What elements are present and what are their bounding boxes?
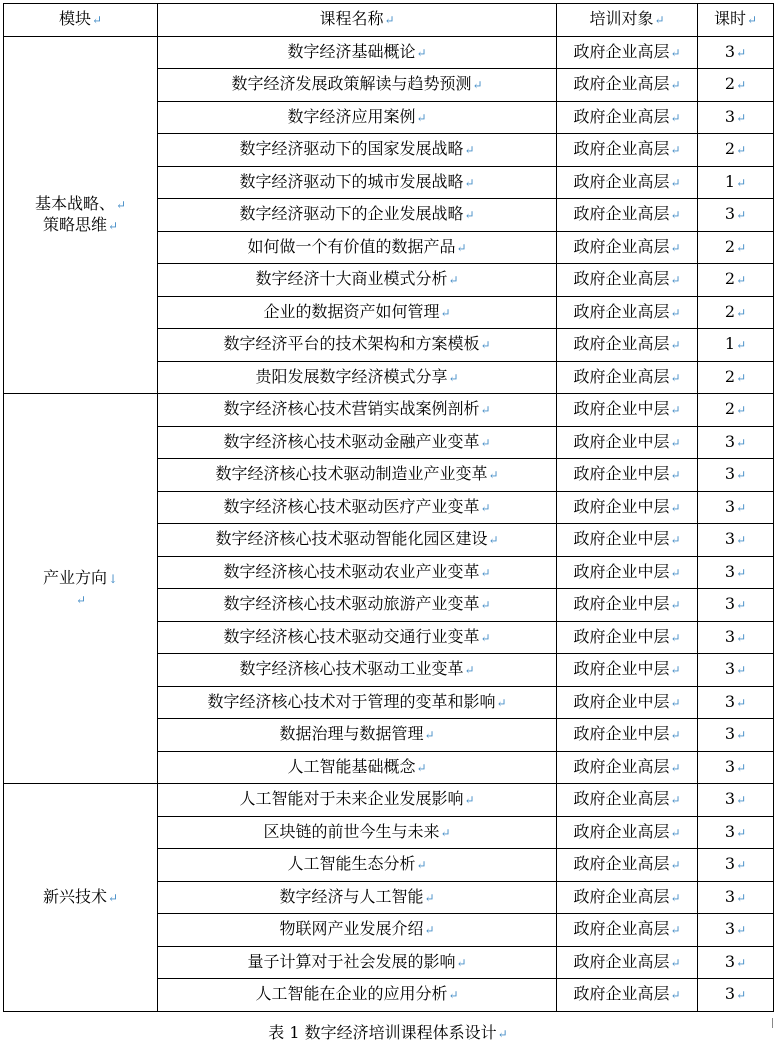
hours-cell: 3↵ (698, 199, 774, 232)
target-cell: 政府企业中层↵ (557, 621, 698, 654)
hours-cell: 3↵ (698, 621, 774, 654)
course-table (3, 3, 774, 1012)
course-cell: 企业的数据资产如何管理↵ (158, 296, 557, 329)
target-cell: 政府企业高层↵ (557, 751, 698, 784)
course-cell: 数字经济基础概论↵ (158, 36, 557, 69)
target-cell: 政府企业高层↵ (557, 69, 698, 102)
hours-cell: 3↵ (698, 849, 774, 882)
target-cell: 政府企业高层↵ (557, 231, 698, 264)
course-cell: 量子计算对于社会发展的影响↵ (158, 946, 557, 979)
target-cell: 政府企业中层↵ (557, 426, 698, 459)
course-cell: 数字经济发展政策解读与趋势预测↵ (158, 69, 557, 102)
course-cell: 数字经济核心技术驱动农业产业变革↵ (158, 556, 557, 589)
course-cell: 数字经济驱动下的国家发展战略↵ (158, 134, 557, 167)
hours-cell: 3↵ (698, 524, 774, 557)
course-cell: 数字经济驱动下的城市发展战略↵ (158, 166, 557, 199)
hours-cell: 2↵ (698, 264, 774, 297)
hours-cell: 3↵ (698, 719, 774, 752)
course-cell: 数字经济核心技术驱动交通行业变革↵ (158, 621, 557, 654)
course-cell: 人工智能基础概念↵ (158, 751, 557, 784)
target-cell: 政府企业高层↵ (557, 979, 698, 1012)
header-row (4, 4, 774, 37)
course-cell: 数字经济核心技术对于管理的变革和影响↵ (158, 686, 557, 719)
hours-cell: 3↵ (698, 686, 774, 719)
hours-cell: 3↵ (698, 654, 774, 687)
course-cell: 数字经济核心技术驱动医疗产业变革↵ (158, 491, 557, 524)
module-label-line: ↵ (75, 592, 87, 607)
course-cell: 数字经济与人工智能↵ (158, 881, 557, 914)
course-cell: 数字经济应用案例↵ (158, 101, 557, 134)
header-target: 培训对象↵ (557, 4, 698, 37)
hours-cell: 3↵ (698, 589, 774, 622)
target-cell: 政府企业高层↵ (557, 784, 698, 817)
course-cell: 数字经济十大商业模式分析↵ (158, 264, 557, 297)
table-row (4, 784, 774, 817)
target-cell: 政府企业高层↵ (557, 36, 698, 69)
target-cell: 政府企业高层↵ (557, 361, 698, 394)
target-cell: 政府企业中层↵ (557, 394, 698, 427)
hours-cell: 3↵ (698, 101, 774, 134)
target-cell: 政府企业中层↵ (557, 654, 698, 687)
target-cell: 政府企业高层↵ (557, 329, 698, 362)
target-cell: 政府企业中层↵ (557, 524, 698, 557)
target-cell: 政府企业中层↵ (557, 719, 698, 752)
course-cell: 物联网产业发展介绍↵ (158, 914, 557, 947)
hours-cell: 3↵ (698, 946, 774, 979)
course-cell: 数字经济驱动下的企业发展战略↵ (158, 199, 557, 232)
hours-cell: 1↵ (698, 329, 774, 362)
hours-cell: 2↵ (698, 134, 774, 167)
module-cell (4, 36, 158, 394)
target-cell: 政府企业中层↵ (557, 686, 698, 719)
course-cell: 数据治理与数据管理↵ (158, 719, 557, 752)
module-label-line: 新兴技术↵ (42, 886, 119, 906)
hours-cell: 3↵ (698, 979, 774, 1012)
module-label-line: 产业方向↓ (42, 567, 119, 587)
course-cell: 人工智能在企业的应用分析↵ (158, 979, 557, 1012)
hours-cell: 3↵ (698, 556, 774, 589)
target-cell: 政府企业高层↵ (557, 134, 698, 167)
hours-cell: 2↵ (698, 231, 774, 264)
course-cell: 人工智能对于未来企业发展影响↵ (158, 784, 557, 817)
course-cell: 数字经济核心技术驱动旅游产业变革↵ (158, 589, 557, 622)
hours-cell: 1↵ (698, 166, 774, 199)
table-caption: 表 1 数字经济培训课程体系设计↵ (268, 1023, 508, 1042)
target-cell: 政府企业高层↵ (557, 816, 698, 849)
hours-cell: 3↵ (698, 491, 774, 524)
hours-cell: 2↵ (698, 69, 774, 102)
course-cell: 数字经济平台的技术架构和方案模板↵ (158, 329, 557, 362)
module-cell (4, 784, 158, 1012)
course-cell: 数字经济核心技术驱动制造业产业变革↵ (158, 459, 557, 492)
hours-cell: 2↵ (698, 394, 774, 427)
target-cell: 政府企业高层↵ (557, 199, 698, 232)
hours-cell: 2↵ (698, 361, 774, 394)
table-row (4, 36, 774, 69)
hours-cell: 3↵ (698, 426, 774, 459)
course-table-body (4, 4, 774, 1012)
course-cell: 数字经济核心技术驱动工业变革↵ (158, 654, 557, 687)
module-label-line: 策略思维↵ (42, 214, 119, 234)
course-cell: 人工智能生态分析↵ (158, 849, 557, 882)
target-cell: 政府企业高层↵ (557, 881, 698, 914)
target-cell: 政府企业高层↵ (557, 101, 698, 134)
hours-cell: 3↵ (698, 784, 774, 817)
page-edge-marker (772, 1018, 773, 1028)
target-cell: 政府企业高层↵ (557, 946, 698, 979)
down-arrow-mark: ↓ (107, 571, 119, 586)
course-cell: 如何做一个有价值的数据产品↵ (158, 231, 557, 264)
header-course: 课程名称↵ (158, 4, 557, 37)
course-cell: 数字经济核心技术驱动智能化园区建设↵ (158, 524, 557, 557)
module-cell (4, 394, 158, 784)
target-cell: 政府企业中层↵ (557, 491, 698, 524)
course-cell: 贵阳发展数字经济模式分享↵ (158, 361, 557, 394)
target-cell: 政府企业高层↵ (557, 166, 698, 199)
target-cell: 政府企业高层↵ (557, 849, 698, 882)
course-cell: 数字经济核心技术驱动金融产业变革↵ (158, 426, 557, 459)
hours-cell: 3↵ (698, 881, 774, 914)
target-cell: 政府企业中层↵ (557, 589, 698, 622)
module-label-line: 基本战略、↵ (34, 193, 127, 213)
hours-cell: 3↵ (698, 914, 774, 947)
target-cell: 政府企业高层↵ (557, 264, 698, 297)
target-cell: 政府企业高层↵ (557, 296, 698, 329)
target-cell: 政府企业中层↵ (557, 459, 698, 492)
hours-cell: 3↵ (698, 816, 774, 849)
hours-cell: 3↵ (698, 751, 774, 784)
target-cell: 政府企业中层↵ (557, 556, 698, 589)
course-cell: 区块链的前世今生与未来↵ (158, 816, 557, 849)
hours-cell: 3↵ (698, 459, 774, 492)
table-row (4, 394, 774, 427)
target-cell: 政府企业高层↵ (557, 914, 698, 947)
course-cell: 数字经济核心技术营销实战案例剖析↵ (158, 394, 557, 427)
hours-cell: 2↵ (698, 296, 774, 329)
header-module: 模块↵ (4, 4, 158, 37)
header-hours: 课时↵ (698, 4, 774, 37)
hours-cell: 3↵ (698, 36, 774, 69)
